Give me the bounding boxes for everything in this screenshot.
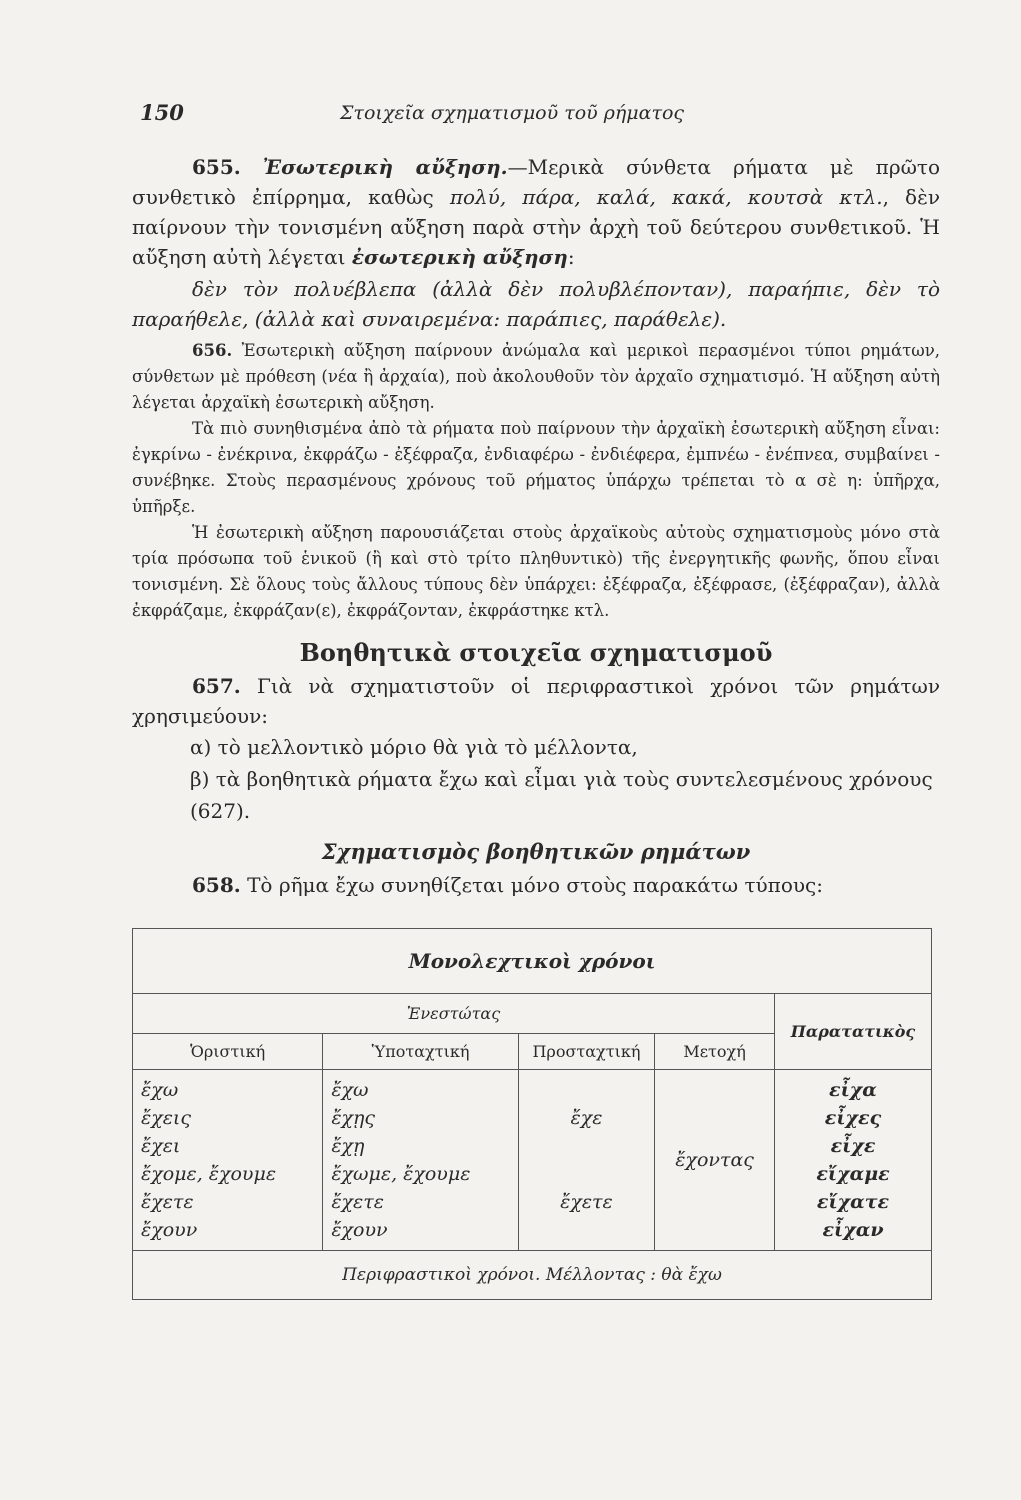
form: ἔχε [570,1107,603,1129]
paragraph-656: 656. Ἐσωτερικὴ αὔξηση παίρνουν ἀνώμαλα καὶ μερικοὶ περασμένοι τύποι ρημάτων, σύνθετων μὲ πρόθεση (νέα ἢ ἀρχαία), ποὺ ἀκολουθοῦν τὸν ἀρχαῖο σχηματισμό. Ἡ αὔξηση αὐτὴ λέγεται ἀρχαϊκὴ ἐσωτερικὴ αὔξηση. [132,341,940,412]
conjugation-table-wrapper [132,928,932,1398]
indicative-column [133,1070,323,1251]
paragraph-656-2: Τὰ πιὸ συνηθισμένα ἀπὸ τὰ ρήματα ποὺ παίρνουν τὴν ἀρχαϊκὴ ἐσωτερικὴ αὔξηση εἶναι: ἐγκρίνω - ἐνέκρινα, ἐκφράζω - ἐξέφραζα, ἐνδιαφέρω - ἐνδιέφερα, ἐμπνέω - ἐνέπνεα, συμβαίνει - συνέβηκε. Στοὺς περασμένους χρόνους τοῦ ρήματος ὑπάρχω τρέπεται τὸ α σὲ η: ὑπῆρχα, ὑπῆρξε. [132,419,940,516]
form: ἔχετε [331,1191,384,1213]
table-footer: Περιφραστικοὶ χρόνοι. Μέλλοντας : θὰ ἔχω [133,1251,932,1300]
page-header [140,100,940,130]
imperfect-column [774,1070,931,1251]
section-title: Ἐσωτερικὴ αὔξηση. [262,155,508,179]
form: εἶχες [824,1107,882,1129]
form: εἶχαν [822,1219,884,1241]
section-number: 655. [192,155,241,179]
form: ἔχουν [141,1219,198,1241]
form: εἶχα [829,1079,877,1101]
column-header: Ὁριστική [133,1034,323,1070]
paragraph-656-3: Ἡ ἐσωτερικὴ αὔξηση παρουσιάζεται στοὺς ἀρχαϊκοὺς αὐτοὺς σχηματισμοὺς μόνο στὰ τρία πρόσωπα τοῦ ἑνικοῦ (ἢ καὶ στὸ τρίτο πληθυντικὸ) τῆς ἐνεργητικῆς φωνῆς, ὅπου εἶναι τονισμένη. Σὲ ὅλους τοὺς ἄλλους τύπους δὲν ὑπάρχει: ἐξέφραζα, ἐξέφρασε, (ἐξέφραζαν), ἀλλὰ ἐκφράζαμε, ἐκφράζαν(ε), ἐκφράζονταν, ἐκφράστηκε κτλ. [132,523,940,620]
running-title: Στοιχεῖα σχηματισμοῦ τοῦ ρήματος [340,102,685,124]
form: ἔχω [331,1079,369,1101]
column-header: Προσταχτική [518,1034,654,1070]
section-number: 658. [192,873,241,897]
list-item-b: β) τὰ βοηθητικὰ ρήματα ἔχω καὶ εἶμαι γιὰ τοὺς συντελεσμένους χρόνους (627). [190,767,933,823]
form: ἔχω [141,1079,179,1101]
form: ἔχῃς [331,1107,376,1129]
form: ἔχει [141,1135,181,1157]
column-header: Μετοχή [655,1034,775,1070]
paragraph-658: 658. Τὸ ρῆμα ἔχω συνηθίζεται μόνο στοὺς παρακάτω τύπους: [192,873,823,897]
paragraph-657: 657. Γιὰ νὰ σχηματιστοῦν οἱ περιφραστικοὶ χρόνοι τῶν ρημάτων χρησιμεύουν: [132,674,941,728]
form [527,1160,646,1188]
section-number: 656. [192,341,233,360]
list-item-a: α) τὸ μελλοντικὸ μόριο θὰ γιὰ τὸ μέλλοντα, [190,735,638,759]
page-number: 150 [140,100,184,125]
table-title: Μονολεχτικοὶ χρόνοι [133,929,932,994]
conjugation-table [132,928,932,1300]
paragraph-655-examples: δὲν τὸν πολυέβλεπα (ἀλλὰ δὲν πολυβλέπονταν), παραήπιε, δὲν τὸ παραήθελε, (ἀλλὰ καὶ συναιρεμένα: παράπιες, παράθελε). [132,277,940,331]
form: εἶχε [830,1135,876,1157]
form [527,1076,646,1104]
imperfect-header: Παρατατικὸς [774,994,931,1070]
form: εἴχατε [816,1191,890,1213]
subheading: Σχηματισμὸς βοηθητικῶν ρημάτων [321,839,751,864]
section-heading: Βοηθητικὰ στοιχεῖα σχηματισμοῦ [299,638,773,667]
page-body [132,152,940,900]
imperative-column [518,1070,654,1251]
form: ἔχωμε, ἔχουμε [331,1163,471,1185]
form: ἔχοντας [675,1149,754,1171]
paragraph-655: 655. Ἐσωτερικὴ αὔξηση.—Μερικὰ σύνθετα ρήματα μὲ πρῶτο συνθετικὸ ἐπίρρημα, καθὼς πολύ, πάρα, καλά, κακά, κουτσὰ κτλ., δὲν παίρνουν τὴν τονισμένη αὔξηση παρὰ στὴν ἀρχὴ τοῦ δεύτερου συνθετικοῦ. Ἡ αὔξηση αὐτὴ λέγεται ἐσωτερικὴ αὔξηση: [132,155,941,269]
form: ἔχετε [141,1191,194,1213]
form: ἔχῃ [331,1135,365,1157]
form [527,1132,646,1160]
form: εἴχαμε [816,1163,890,1185]
form: ἔχετε [560,1191,613,1213]
column-header: Ὑποταχτική [323,1034,518,1070]
present-header: Ἐνεστώτας [133,994,775,1034]
form [527,1216,646,1244]
subjunctive-column [323,1070,518,1251]
participle-column [655,1070,775,1251]
form: ἔχουν [331,1219,388,1241]
form: ἔχομε, ἔχουμε [141,1163,277,1185]
section-number: 657. [192,674,241,698]
form: ἔχεις [141,1107,191,1129]
